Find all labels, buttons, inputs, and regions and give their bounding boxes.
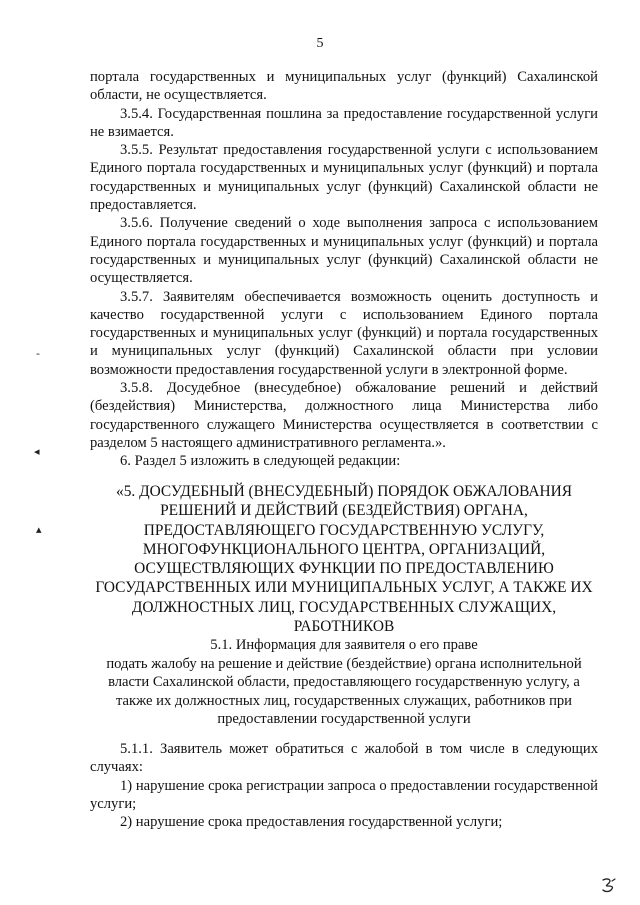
paragraph-3-5-8: 3.5.8. Досудебное (внесудебное) обжалование решений и действий (бездействия) Министерства, должностного лица Министерства либо государственного служащего Министерства осуществляется в соответствии с разделом 5 настоящего административного регламента.». [90,380,598,451]
list-item-2: 2) нарушение срока предоставления государственной услуги; [120,814,503,831]
margin-mark: ▴ [36,523,42,536]
margin-mark: ◂ [34,445,40,458]
paragraph-continuation: портала государственных и муниципальных услуг (функций) Сахалинской области, не осуществляется. [90,69,598,104]
paragraph-5-1-1: 5.1.1. Заявитель может обратиться с жалобой в том числе в следующих случаях: [90,741,598,776]
paragraph-3-5-6: 3.5.6. Получение сведений о ходе выполнения запроса с использованием Единого портала государственных и муниципальных услуг (функций) и портала государственных и муниципальных услуг (функций) Сахалинской области не осуществляется. [90,215,598,287]
paragraph-3-5-7: 3.5.7. Заявителям обеспечивается возможность оценить доступность и качество государственной услуги с использованием Единого портала государственных и муниципальных услуг (функций) и портала государственных и муниципальных услуг (функций) Сахалинской области при условии возможности предоставления государственной услуги в электронной форме. [90,288,598,378]
body-text-bottom [90,740,598,831]
paragraph-6: 6. Раздел 5 изложить в следующей редакции: [120,453,401,470]
paragraph-3-5-5: 3.5.5. Результат предоставления государственной услуги с использованием Единого портала государственных и муниципальных услуг (функций) и портала государственных и муниципальных услуг (функций) Сахалинской области не предоставляется. [90,142,598,214]
subsection-heading-text: подать жалобу на решение и действие (бездействие) органа исполнительной власти Сахалинской области, предоставляющего государственную услугу, а также их должностных лиц, государственных служащих, работников при предоставлении государственной услуги [106,655,582,727]
subsection-heading-title: 5.1. Информация для заявителя о его праве [210,637,478,653]
subsection-5-1-heading [90,636,598,729]
paragraph-3-5-4: 3.5.4. Государственная пошлина за предоставление государственной услуги не взимается. [90,105,598,140]
margin-mark: - [36,347,40,360]
body-text-top [90,68,598,471]
page-number: 5 [316,36,324,51]
initials-mark [600,877,618,893]
section-5-heading: «5. ДОСУДЕБНЫЙ (ВНЕСУДЕБНЫЙ) ПОРЯДОК ОБЖАЛОВАНИЯ РЕШЕНИЙ И ДЕЙСТВИЙ (БЕЗДЕЙСТВИЯ) ОРГАНА, ПРЕДОСТАВЛЯЮЩЕГО ГОСУДАРСТВЕННУЮ УСЛУГУ, МНОГОФУНКЦИОНАЛЬНОГО ЦЕНТРА, ОРГАНИЗАЦИЙ, ОСУЩЕСТВЛЯЮЩИХ ФУНКЦИИ ПО ПРЕДОСТАВЛЕНИЮ ГОСУДАРСТВЕННЫХ ИЛИ МУНИЦИПАЛЬНЫХ УСЛУГ, А ТАКЖЕ ИХ ДОЛЖНОСТНЫХ ЛИЦ, ГОСУДАРСТВЕННЫХ СЛУЖАЩИХ, РАБОТНИКОВ [95,483,593,636]
list-item-1: 1) нарушение срока регистрации запроса о предоставлении государственной услуги; [90,777,598,812]
